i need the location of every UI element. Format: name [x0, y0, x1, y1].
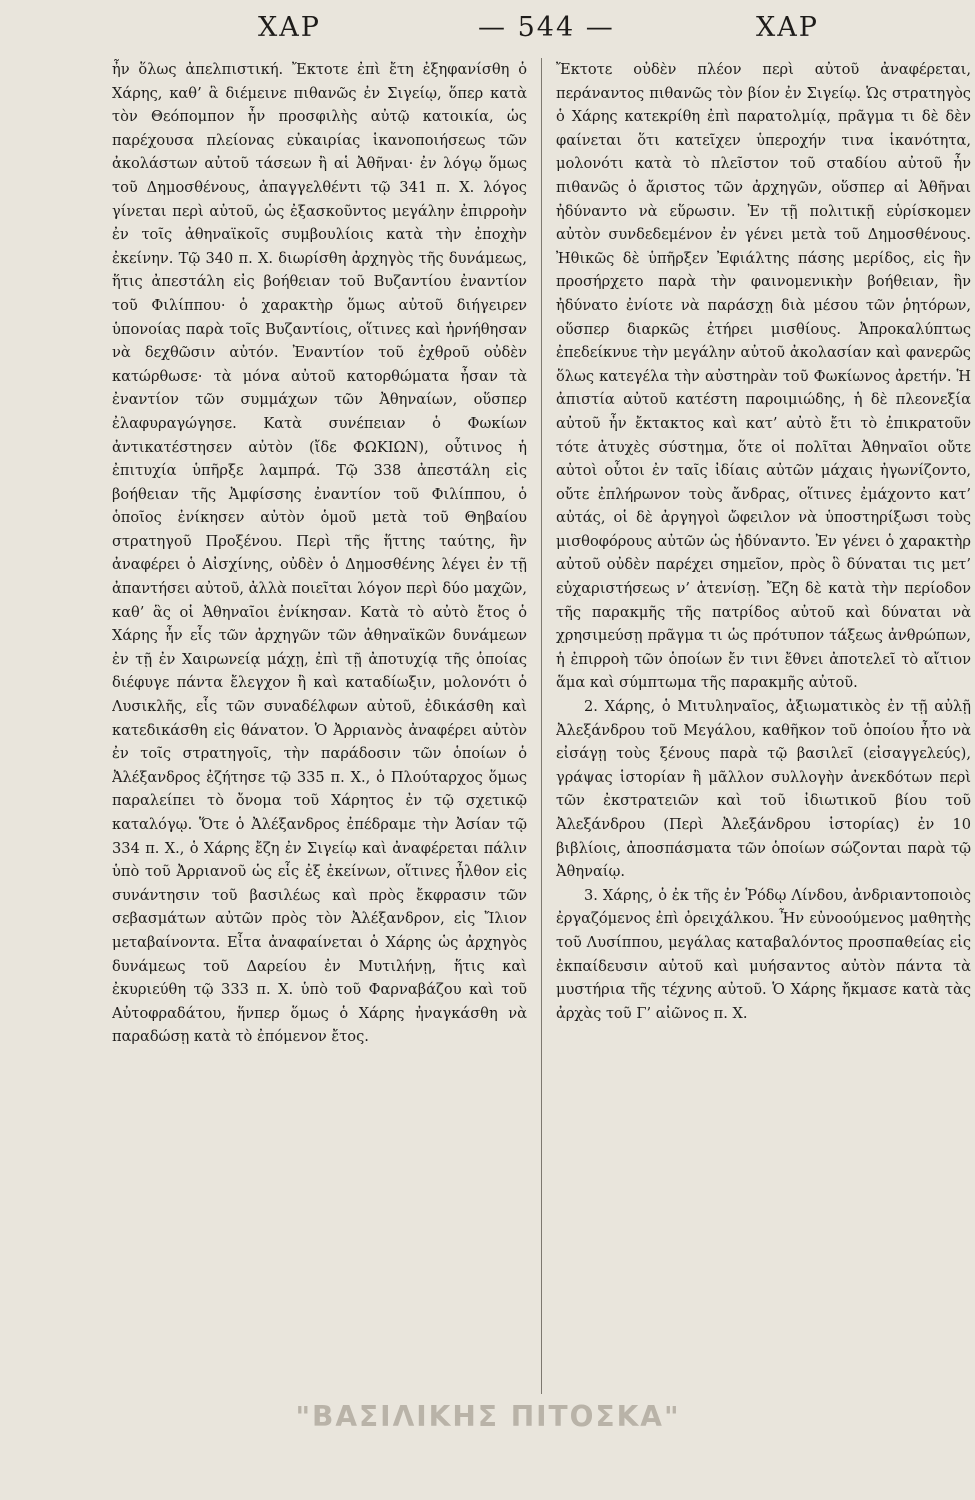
column-divider — [541, 58, 542, 1394]
running-header — [0, 6, 975, 50]
header-left-keyword: ΧΑΡ — [258, 12, 321, 43]
entry-1-continuation: Ἔκτοτε οὐδὲν πλέον περὶ αὐτοῦ ἀναφέρεται, περάναντος πιθανῶς τὸν βίον ἐν Σιγείῳ. Ὡς στρατηγὸς ὁ Χάρης κατεκρίθη ἐπὶ παρατολμίᾳ, πρᾶγμα τι δὲ δὲν φαίνεται ὅτι κατεῖχεν ὑπεροχήν τινα ἱκανότητα, μολονότι κατὰ τὸ πλεῖστον τοῦ σταδίου αὐτοῦ ἦν πιθανῶς ὁ ἄριστος τῶν ἀρχηγῶν, οὕσπερ αἱ Ἀθῆναι ἠδύναντο νὰ εὕρωσιν. Ἐν τῇ πολιτικῇ εὑρίσκομεν αὐτὸν συνδεδεμένον ἐν γένει μετὰ τοῦ Δημοσθένους. Ἠθικῶς δὲ ὑπῆρξεν Ἐφιάλτης πάσης μερίδος, εἰς ἣν προσήρχετο παρὰ τὴν φαινομενικὴν βοήθειαν, ἣν ἠδύνατο ἐνίοτε νὰ παράσχῃ διὰ μέσου τῶν ῥητόρων, οὕσπερ διαρκῶς ἐτήρει μισθίους. Ἀπροκαλύπτως ἐπεδείκνυε τὴν μεγάλην αὐτοῦ ἀκολασίαν καὶ φανερῶς ὅλως κατεγέλα τὴν αὐστηρὰν τοῦ Φωκίωνος ἀρετήν. Ἡ ἀπιστία αὐτοῦ κατέστη παροιμιώδης, ἡ δὲ πλεονεξία αὐτοῦ ἦν ἔκτακτος καὶ κατ’ αὐτὸ ἔτι τὸ ἐπικρατοῦν τότε ἀτυχὲς σύστημα, ὅτε οἱ πολῖται Ἀθηναῖοι οὔτε αὐτοὶ οὗτοι ἐν ταῖς ἰδίαις αὐτῶν μάχαις ἠγωνίζοντο, οὔτε ἐπλήρωνον τοὺς ἄνδρας, οἵτινες ἐμάχοντο κατ’ αὐτάς, οἱ δὲ ἀργηγοὶ ὤφειλον νὰ ὑποστηρίξωσι τοὺς μισθοφόρους αὐτῶν ὡς ἠδύναντο. Ἐν γένει ὁ χαρακτὴρ αὐτοῦ οὐδὲν παρέχει σημεῖον, πρὸς ὃ δύναται τις μετ’ εὐχαριστήσεως ν’ ἀτενίσῃ. Ἔζη δὲ κατὰ τὴν περίοδον τῆς παρακμῆς τῆς πατρίδος αὐτοῦ καὶ δύναται νὰ χρησιμεύσῃ πρᾶγμα τι ὡς πρότυπον τάξεως ἀνθρώπων, ἡ ἐπιρροὴ τῶν ὁποίων ἔν τινι ἔθνει ἀποτελεῖ τὸ αἴτιον ἅμα καὶ σύμπτωμα τῆς παρακμῆς αὐτοῦ. — [556, 61, 971, 692]
left-column — [112, 58, 527, 1396]
header-right-keyword: ΧΑΡ — [756, 12, 819, 43]
watermark-stamp: "ΒΑΣΙΛΙΚΗΣ ΠΙΤΟΣΚΑ" — [295, 1400, 681, 1433]
right-column — [556, 58, 971, 1396]
entry-2-chares-mytilene: 2. Χάρης, ὁ Μιτυληναῖος, ἀξιωματικὸς ἐν τῇ αὐλῇ Ἀλεξάνδρου τοῦ Μεγάλου, καθῆκον τοῦ ὁποίου ἦτο νὰ εἰσάγῃ τοὺς ξένους παρὰ τῷ βασιλεῖ (εἰσαγγελεύς), γράψας ἱστορίαν ἢ μᾶλλον συλλογὴν ἀνεκδότων περὶ τῶν ἐκστρατειῶν καὶ τοῦ ἰδιωτικοῦ βίου τοῦ Ἀλεξάνδρου (Περὶ Ἀλεξάνδρου ἱστορίας) ἐν 10 βιβλίοις, ἀποσπάσματα τῶν ὁποίων σώζονται παρὰ τῷ Ἀθηναίῳ. — [556, 698, 971, 881]
left-column-text: ἦν ὅλως ἀπελπιστική. Ἔκτοτε ἐπὶ ἔτη ἐξηφανίσθη ὁ Χάρης, καθ’ ἃ διέμεινε πιθανῶς ἐν Σιγείῳ, ὅπερ κατὰ τὸν Θεόπομπον ἦν προσφιλὴς αὐτῷ κατοικία, ὡς παρέχουσα πλείονας εὐκαιρίας ἱκανοποιήσεως τῶν ἀκολάστων αὐτοῦ τάσεων ἢ αἱ Ἀθῆναι· ἐν λόγῳ ὅμως τοῦ Δημοσθένους, ἀπαγγελθέντι τῷ 341 π. Χ. λόγος γίνεται περὶ αὐτοῦ, ὡς ἐξασκοῦντος μεγάλην ἐπιρροὴν ἐν τοῖς ἀθηναϊκοῖς συμβουλίοις κατὰ τὴν ἐποχὴν ἐκείνην. Τῷ 340 π. Χ. διωρίσθη ἀρχηγὸς τῆς δυνάμεως, ἥτις ἀπεστάλη εἰς βοήθειαν τοῦ Βυζαντίου ἐναντίον τοῦ Φιλίππου· ὁ χαρακτὴρ ὅμως αὐτοῦ διήγειρεν ὑπονοίας παρὰ τοῖς Βυζαντίοις, οἵτινες καὶ ἠρνήθησαν νὰ δεχθῶσιν αὐτόν. Ἐναντίον τοῦ ἐχθροῦ οὐδὲν κατώρθωσε· τὰ μόνα αὐτοῦ κατορθώματα ἦσαν τὰ ἐναντίον τῶν συμμάχων τῶν Ἀθηναίων, οὕσπερ ἐλαφυραγώγησε. Κατὰ συνέπειαν ὁ Φωκίων ἀντικατέστησεν αὐτὸν (ἴδε ΦΩΚΙΩΝ), οὗτινος ἡ ἐπιτυχία ὑπῆρξε λαμπρά. Τῷ 338 ἀπεστάλη εἰς βοήθειαν τῆς Ἀμφίσσης ἐναντίον τοῦ Φιλίππου, ὁ ὁποῖος ἐνίκησεν αὐτὸν ὁμοῦ μετὰ τοῦ Θηβαίου στρατηγοῦ Προξένου. Περὶ τῆς ἥττης ταύτης, ἣν ἀναφέρει ὁ Αἰσχίνης, οὐδὲν ὁ Δημοσθένης λέγει ἐν τῇ ἀπαντήσει αὐτοῦ, ἀλλὰ ποιεῖται λόγον περὶ δύο μαχῶν, καθ’ ἃς οἱ Ἀθηναῖοι ἐνίκησαν. Κατὰ τὸ αὐτὸ ἔτος ὁ Χάρης ἦν εἷς τῶν ἀρχηγῶν τῶν ἀθηναϊκῶν δυνάμεων ἐν τῇ ἐν Χαιρωνείᾳ μάχῃ, ἐπὶ τῇ ἀποτυχίᾳ τῆς ὁποίας διέφυγε πάντα ἔλεγχον ἢ καὶ καταδίωξιν, μολονότι ὁ Λυσικλῆς, εἷς τῶν συναδέλφων αὐτοῦ, ἐδικάσθη καὶ κατεδικάσθη εἰς θάνατον. Ὁ Ἀρριανὸς ἀναφέρει αὐτὸν ἐν τοῖς στρατηγοῖς, τὴν παράδοσιν τῶν ὁποίων ὁ Ἀλέξανδρος ἐζήτησε τῷ 335 π. Χ., ὁ Πλούταρχος ὅμως παραλείπει τὸ ὄνομα τοῦ Χάρητος ἐν τῷ σχετικῷ καταλόγῳ. Ὅτε ὁ Ἀλέξανδρος ἐπέδραμε τὴν Ἀσίαν τῷ 334 π. Χ., ὁ Χάρης ἔζη ἐν Σιγείῳ καὶ ἀναφέρεται πάλιν ὑπὸ τοῦ Ἀρριανοῦ ὡς εἷς ἐξ ἐκείνων, οἵτινες ἦλθον εἰς συνάντησιν τοῦ βασιλέως καὶ πρὸς ἔκφρασιν τῶν σεβασμάτων αὐτῶν πρὸς τὸν Ἀλέξανδρον, εἰς Ἴλιον μεταβαίνοντα. Εἶτα ἀναφαίνεται ὁ Χάρης ὡς ἀρχηγὸς δυνάμεως τοῦ Δαρείου ἐν Μυτιλήνῃ, ἥτις καὶ ἐκυριεύθη τῷ 333 π. Χ. ὑπὸ τοῦ Φαρναβάζου καὶ τοῦ Αὐτοφραδάτου, ἥνπερ ὅμως ὁ Χάρης ἠναγκάσθη νὰ παραδώσῃ κατὰ τὸ ἐπόμενον ἔτος. — [112, 61, 527, 1046]
entry-3-chares-lindos: 3. Χάρης, ὁ ἐκ τῆς ἐν Ῥόδῳ Λίνδου, ἀνδριαντοποιὸς ἐργαζόμενος ἐπὶ ὀρειχάλκου. Ἦν εὐνοούμενος μαθητὴς τοῦ Λυσίππου, μεγάλας καταβαλόντος προσπαθείας εἰς ἐκπαίδευσιν αὐτοῦ καὶ μυήσαντος αὐτὸν πάντα τὰ μυστήρια τῆς τέχνης αὐτοῦ. Ὁ Χάρης ἤκμασε κατὰ τὰς ἀρχὰς τοῦ Γ’ αἰῶνος π. Χ. — [556, 886, 971, 1022]
page-number: — 544 — — [478, 12, 615, 43]
